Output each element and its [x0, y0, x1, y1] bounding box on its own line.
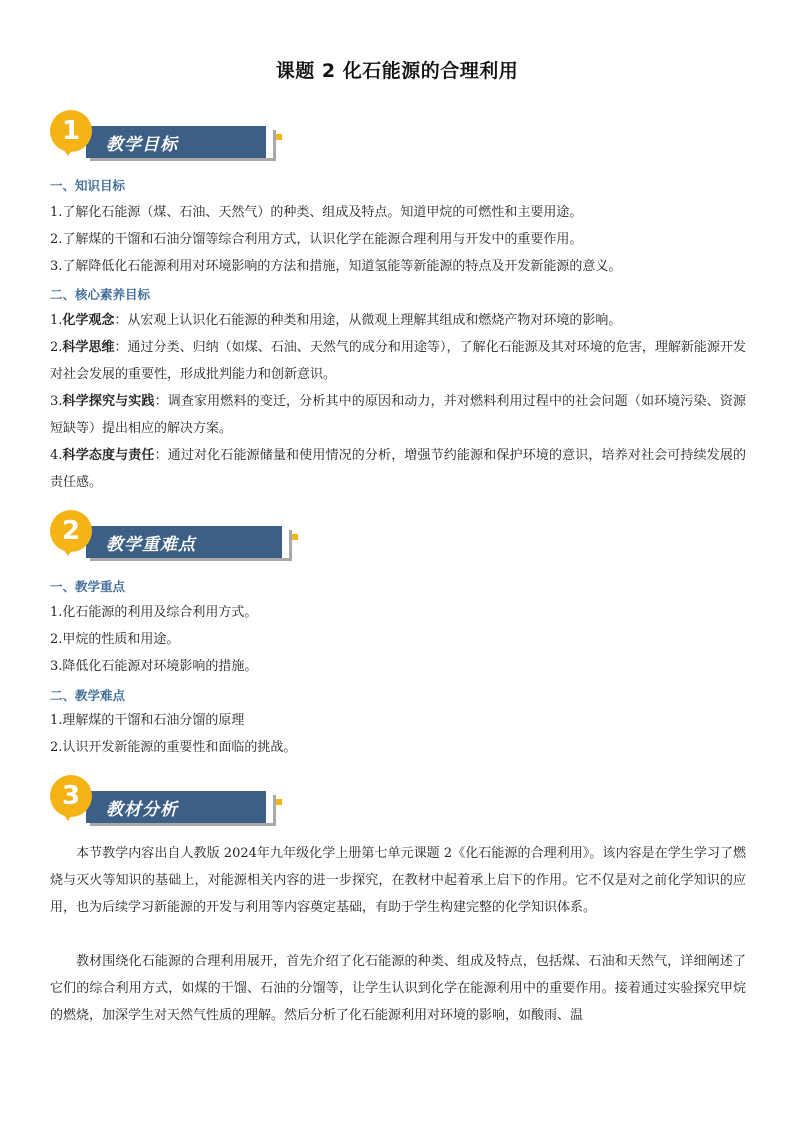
core-item-key: 科学探究与实践	[62, 394, 155, 409]
analysis-paragraph-2: 教材围绕化石能源的合理利用展开，首先介绍了化石能源的种类、组成及特点，包括煤、石油和天然气，详细阐述了它们的综合利用方式，如煤的干馏、石油的分馏等，让学生认识到化学在能源利用中的重要作用。接着通过实验探究甲烷的燃烧，加深学生对天然气性质的理解。然后分析了化石能源利用对环境的影响，如酸雨、温	[50, 954, 746, 1023]
analysis-paragraph-1: 本节教学内容出自人教版 2024年九年级化学上册第七单元课题 2《化石能源的合理利用》。该内容是在学生学习了燃烧与灭火等知识的基础上，对能源相关内容的进一步探究，在教材中起着承上启下的作用。它不仅是对之前化学知识的应用，也为后续学习新能源的开发与利用等内容奠定基础，有助于学生构建完整的化学知识体系。	[50, 846, 746, 915]
list-item: 1.了解化石能源（煤、石油、天然气）的种类、组成及特点。知道甲烷的可燃性和主要用途。	[50, 205, 583, 220]
section-title: 教学重难点	[106, 535, 196, 555]
list-item: 1.理解煤的干馏和石油分馏的原理	[50, 713, 245, 728]
list-item: 2.认识开发新能源的重要性和面临的挑战。	[50, 740, 297, 755]
core-item-key: 化学观念	[62, 313, 115, 328]
section-banner-2	[50, 510, 240, 566]
section-title: 教材分析	[106, 800, 178, 820]
core-item-key: 科学态度与责任	[62, 448, 155, 463]
page-title: 课题 2 化石能源的合理利用	[275, 60, 519, 82]
section-banner-3	[50, 775, 240, 831]
list-item: 3.降低化石能源对环境影响的措施。	[50, 659, 258, 674]
section-number-badge: 2	[50, 510, 92, 552]
core-item-1: 1.化学观念：从宏观上认识化石能源的种类和用途，从微观上理解其组成和燃烧产物对环境的影响。	[50, 313, 622, 328]
section-number-badge: 1	[50, 110, 92, 152]
section-number-badge: 3	[50, 775, 92, 817]
section-banner-1	[50, 110, 240, 166]
knowledge-goals-heading: 一、知识目标	[50, 178, 126, 193]
section-title: 教学目标	[106, 135, 178, 155]
teaching-difficulty-heading: 二、教学难点	[50, 688, 126, 703]
list-item: 2.了解煤的干馏和石油分馏等综合利用方式，认识化学在能源合理利用与开发中的重要作用。	[50, 232, 583, 247]
list-item: 1.化石能源的利用及综合利用方式。	[50, 605, 258, 620]
list-item: 3.了解降低化石能源利用对环境影响的方法和措施，知道氢能等新能源的特点及开发新能源的意义。	[50, 259, 622, 274]
core-item-key: 科学思维	[62, 340, 115, 355]
teaching-focus-heading: 一、教学重点	[50, 579, 126, 594]
core-item-4: 4.科学态度与责任：通过对化石能源储量和使用情况的分析，增强节约能源和保护环境的意识，培养对社会可持续发展的责任感。	[50, 448, 746, 490]
core-item-3: 3.科学探究与实践：调查家用燃料的变迁，分析其中的原因和动力，并对燃料利用过程中的社会问题（如环境污染、资源短缺等）提出相应的解决方案。	[50, 394, 746, 436]
list-item: 2.甲烷的性质和用途。	[50, 632, 180, 647]
core-literacy-heading: 二、核心素养目标	[50, 287, 151, 302]
core-item-2: 2.科学思维：通过分类、归纳（如煤、石油、天然气的成分和用途等），了解化石能源及其对环境的危害，理解新能源开发对社会发展的重要性，形成批判能力和创新意识。	[50, 340, 746, 382]
